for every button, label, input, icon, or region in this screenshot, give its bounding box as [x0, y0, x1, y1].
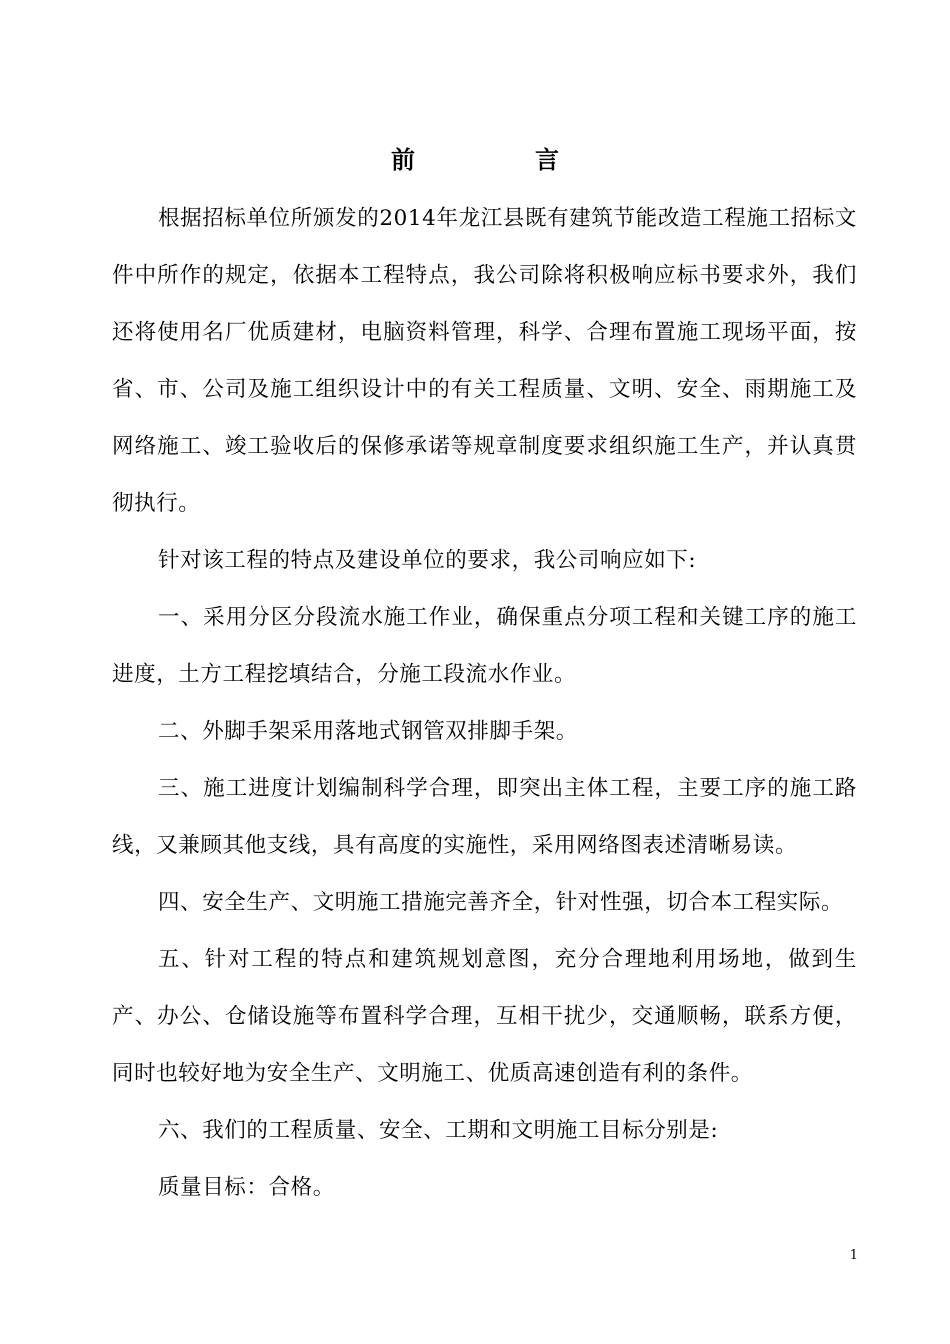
- document-body: [112, 190, 857, 1216]
- page-number: 1: [849, 1248, 858, 1263]
- paragraph-item-4: 四、安全生产、文明施工措施完善齐全，针对性强，切合本工程实际。: [158, 890, 844, 915]
- paragraph-item-3: 三、施工进度计划编制科学合理，即突出主体工程，主要工序的施工路线，又兼顾其他支线，具有高度的实施性，采用网络图表述清晰易读。: [112, 776, 857, 858]
- paragraph-item-2: 二、外脚手架采用落地式钢管双排脚手架。: [158, 719, 578, 744]
- paragraph-item-5: 五、针对工程的特点和建筑规划意图，充分合理地利用场地，做到生产、办公、仓储设施等布置科学合理，互相干扰少，交通顺畅，联系方便，同时也较好地为安全生产、文明施工、优质高速创造有利的条件。: [112, 947, 857, 1086]
- paragraph-intro: 根据招标单位所颁发的2014年龙江县既有建筑节能改造工程施工招标文件中所作的规定，依据本工程特点，我公司除将积极响应标书要求外，我们还将使用名厂优质建材，电脑资料管理，科学、合理布置施工现场平面，按省、市、公司及施工组织设计中的有关工程质量、文明、安全、雨期施工及网络施工、竣工验收后的保修承诺等规章制度要求组织施工生产，并认真贯彻执行。: [112, 206, 857, 516]
- paragraph-quality-goal: 质量目标：合格。: [158, 1175, 335, 1200]
- paragraph-item-6: 六、我们的工程质量、安全、工期和文明施工目标分别是:: [158, 1118, 719, 1143]
- paragraph-response-intro: 针对该工程的特点及建设单位的要求，我公司响应如下:: [158, 548, 697, 573]
- paragraph-item-1: 一、采用分区分段流水施工作业，确保重点分项工程和关键工序的施工进度，土方工程挖填结合，分施工段流水作业。: [112, 605, 857, 687]
- document-title: 前 言: [391, 145, 607, 174]
